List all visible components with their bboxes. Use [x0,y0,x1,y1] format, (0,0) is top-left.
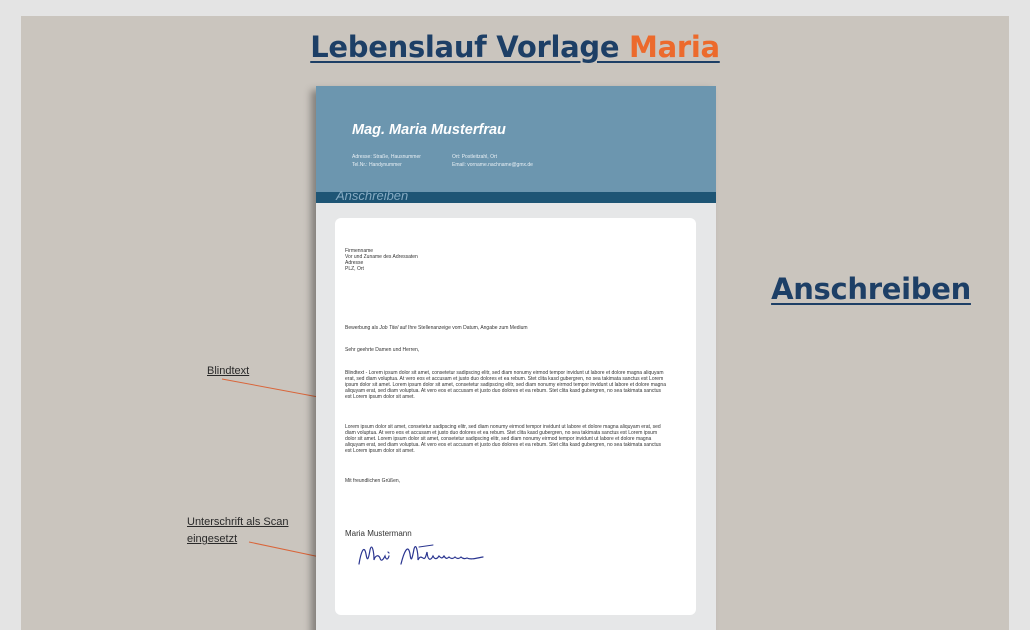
recipient-city: PLZ, Ort [345,266,364,272]
letter-body [335,218,696,615]
signature-stroke [359,547,483,564]
slide [21,16,1009,630]
annotation-unterschrift-line1: Unterschrift als Scan [187,516,289,528]
contact-address: Adresse: Straße, Hausnummer [352,154,421,160]
subject-prefix: Bewerbung als [345,325,380,331]
applicant-name: Mag. Maria Musterfrau [352,122,506,138]
main-title-accent: Maria [629,30,720,64]
recipient-company: Firmenname [345,248,374,254]
letter-closing: Mit freundlichen Grüßen, [345,478,401,484]
section-band-label: Anschreiben [336,188,409,203]
annotation-blindtext: Blindtext [207,365,250,377]
contact-phone: Tel.Nr.: Handynummer [352,162,402,168]
recipient-contact: Vor und Zuname des Adressaten [345,254,418,260]
recipient-address [345,248,418,272]
contact-left [352,153,421,169]
signature-t-cross [419,545,433,547]
main-title-text: Lebenslauf Vorlage [310,30,630,64]
contact-city: Ort: Postleitzahl, Ort [452,154,498,160]
letter-paragraph-2: Lorem ipsum dolor sit amet, consetetur sadipscing elitr, sed diam nonumy eirmod tempor invidunt ut labore et dolore magna aliquyam erat, sed diam voluptua. At vero eos et accusam et justo duo dolores et ea rebum. Stet clita kasd gubergren, no sea takimata sanctus est Lorem ipsum dolor sit amet. Lorem ipsum dolor sit amet, consetetur sadipscing elitr, sed diam nonumy eirmod tempor invidunt ut labore et dolore magna aliquyam erat, sed diam voluptua. At vero eos et accusam et justo duo dolores et ea rebum. Stet clita kasd gubergren, no sea takimata sanctus est Lorem ipsum dolor sit amet. [345,424,662,454]
document-page [316,86,716,630]
signature-scan [355,538,505,572]
letter-signer: Maria Mustermann [345,529,412,538]
contact-right [452,153,533,169]
annotation-line-blindtext [222,379,329,399]
letter-paragraph-1: Blindtext - Lorem ipsum dolor sit amet, consetetur sadipscing elitr, sed diam nonumy eirmod tempor invidunt ut labore et dolore magna aliquyam erat, sed diam voluptua. At vero eos et accusam et justo duo dolores et ea rebum. Stet clita kasd gubergren, no sea takimata sanctus est Lorem ipsum dolor sit amet. Lorem ipsum dolor sit amet, consetetur sadipscing elitr, sed diam nonumy eirmod tempor invidunt ut labore et dolore magna aliquyam erat, sed diam voluptua. At vero eos et accusam et justo duo dolores et ea rebum. Stet clita kasd gubergren, no sea takimata sanctus est Lorem ipsum dolor sit amet. [345,370,666,400]
main-title [21,30,1009,64]
letter-salutation: Sehr geehrte Damen und Herren, [345,347,420,353]
contact-email: Email: vorname.nachname@gmx.de [452,162,533,168]
side-heading: Anschreiben [771,272,971,306]
recipient-street: Adresse [345,260,364,266]
subject-job: Job Titel [379,325,399,331]
annotation-unterschrift [187,514,288,548]
subject-suffix: auf Ihre Stellenanzeige vom Datum, Angabe zum Medium [398,325,528,331]
annotation-unterschrift-line2: eingesetzt [187,533,238,545]
letter-subject [345,325,528,331]
document-header [316,86,716,192]
